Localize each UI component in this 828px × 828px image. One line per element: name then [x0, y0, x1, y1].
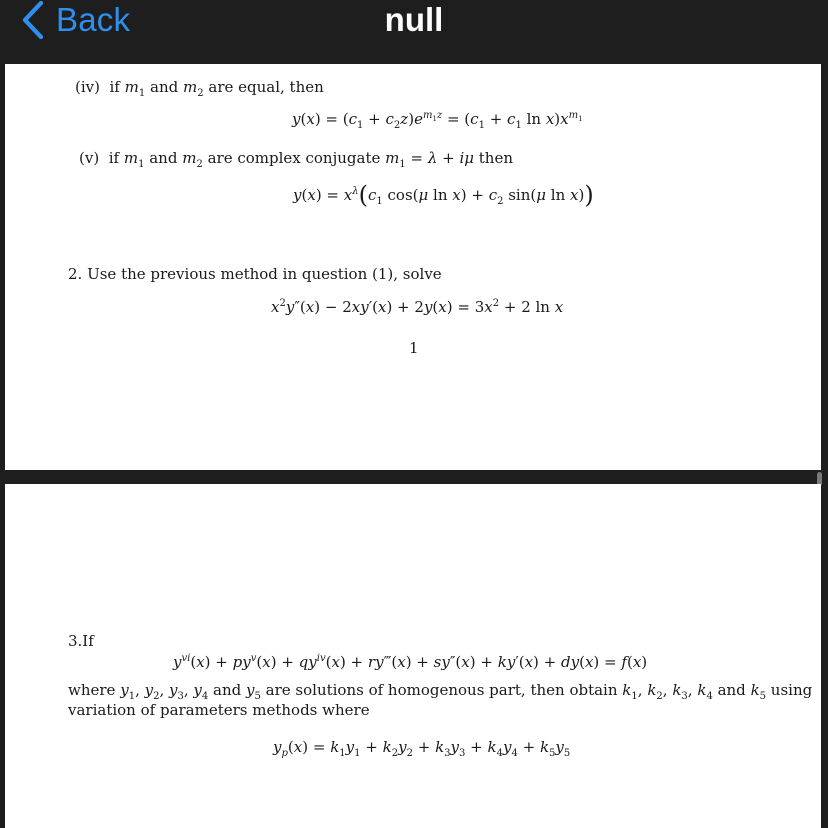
question-3-text-line-2: variation of parameters methods where — [68, 701, 370, 719]
equation-q2: $x^2y''(x) - 2xy'(x) + 2y(x) = 3x^2 + 2$ ln x — [271, 298, 564, 316]
question-3-label: 3.If — [68, 632, 94, 650]
back-label: Back — [56, 1, 131, 38]
document-page-2[interactable] — [5, 484, 821, 828]
item-iv: (iv) if $m_1$ and $m_2$ are equal, then — [75, 78, 324, 99]
item-v: (v) if $m_1$ and $m_2$ are complex conjugate $m_1 = \lambda + i\mu$ then — [79, 149, 514, 170]
equation-q3: $y^{vi}(x) + py^v(x) + qy^{iv}(x)$ + ry‴(x) + sy″(x) + ky′(x) + dy(x) = f(x) — [173, 653, 648, 671]
equation-q3-yp: $y_p(x) = k_1y_1 + k_2y_2 + k_3y_3 + k_4y_4 + k_5y_5$ — [273, 738, 571, 759]
equation-iv: $y(x) = (c_1 + c_2z)e^{m_1z} = (c_1 + c_1$ $\ln x)x^{m_1}$ — [292, 110, 583, 131]
page-title: null — [384, 1, 444, 38]
back-button[interactable] — [22, 0, 130, 40]
question-2: 2. Use the previous method in question (1), solve — [68, 265, 442, 283]
question-3-text-line-1: where $y_1$, $y_2$, $y_3$, $y_4$ and $y_5$ are solutions of homogenous part, then obtain $k_1$, $k_2$, $k_3$, $k_4$ and $k_5$ using — [68, 681, 813, 702]
chevron-left-icon — [22, 1, 44, 39]
page-number: 1 — [409, 339, 419, 357]
equation-v: $y(x) = x^\lambda(c_1$ cos(μ $\ln x) + c_2$ sin(μ ln x)) — [293, 181, 594, 209]
navigation-bar — [0, 0, 828, 64]
document-page-1[interactable] — [5, 64, 821, 470]
